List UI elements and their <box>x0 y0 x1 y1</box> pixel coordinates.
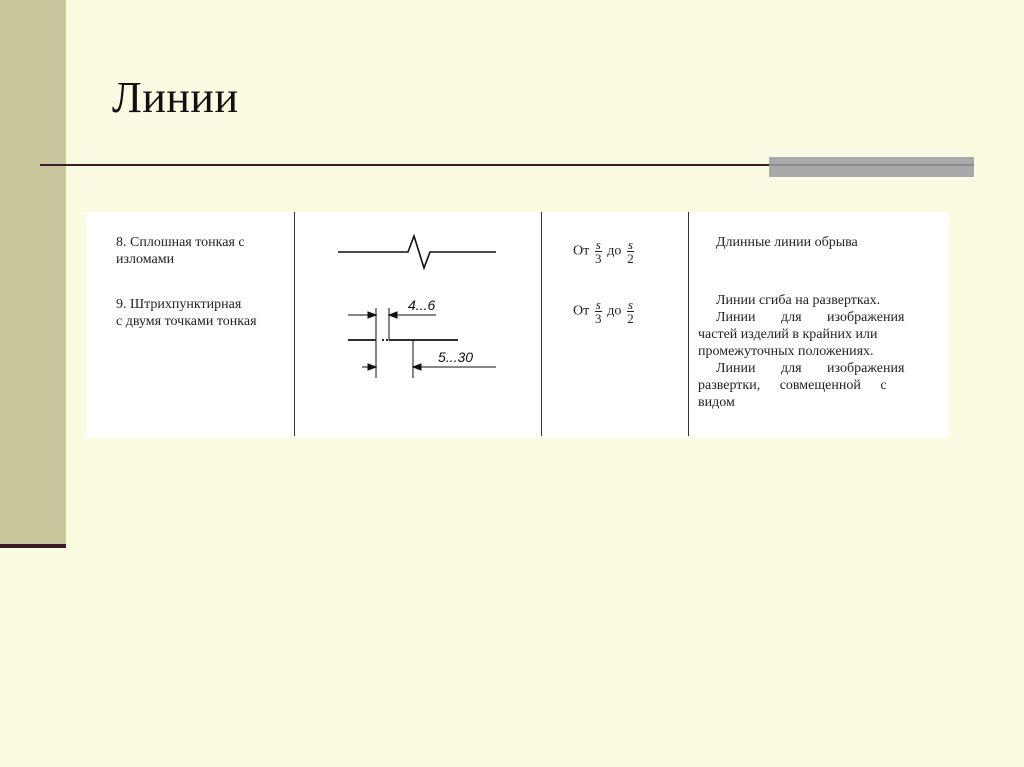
fraction-numerator: s <box>595 297 601 312</box>
fraction-numerator: s <box>627 297 633 312</box>
row8-purpose <box>716 234 934 251</box>
decorative-gray-block-line <box>769 164 974 166</box>
purpose-line-text: Линии для изображения <box>716 310 905 325</box>
zigzag-line-sample <box>338 236 496 268</box>
purpose-line: видом <box>698 395 735 410</box>
fraction-numerator: s <box>595 237 601 252</box>
fraction-numerator: s <box>627 237 633 252</box>
column-divider <box>688 212 689 436</box>
row9-name-line1: 9. Штрихпунктирная <box>116 297 242 312</box>
fraction-denominator: 3 <box>595 251 602 266</box>
thickness-from-fraction <box>595 238 602 265</box>
line-types-table <box>86 212 949 438</box>
purpose-line <box>698 377 934 394</box>
row9-name-line2: с двумя точками тонкая <box>116 314 257 329</box>
fraction-denominator: 3 <box>595 311 602 326</box>
purpose-line-text: Линии для изображения <box>716 361 905 376</box>
purpose-line: Линии сгиба на развертках. <box>716 293 881 308</box>
purpose-line <box>698 309 934 326</box>
dash-double-dot-sample <box>348 308 496 378</box>
gap-length-label: 5...30 <box>438 349 474 365</box>
thickness-prefix: От <box>573 303 590 319</box>
column-divider <box>541 212 542 436</box>
purpose-line: Длинные линии обрыва <box>716 235 858 250</box>
thickness-mid: до <box>607 303 622 319</box>
fraction-denominator: 2 <box>627 251 634 266</box>
decorative-gray-block <box>769 157 974 177</box>
row8-thickness <box>573 238 636 265</box>
thickness-to-fraction <box>627 298 634 325</box>
thickness-to-fraction <box>627 238 634 265</box>
thickness-from-fraction <box>595 298 602 325</box>
purpose-line <box>698 360 934 377</box>
purpose-line-text: развертки, совмещенной с <box>698 378 887 393</box>
row9-purpose <box>698 292 934 411</box>
left-accent-bar <box>0 0 66 546</box>
row8-name-line1: 8. Сплошная тонкая с <box>116 235 245 250</box>
purpose-line: частей изделий в крайних или <box>698 327 878 342</box>
dash-length-label: 4...6 <box>408 297 436 313</box>
thickness-prefix: От <box>573 243 590 259</box>
thickness-mid: до <box>607 243 622 259</box>
row9-thickness <box>573 298 636 325</box>
purpose-line: промежуточных положениях. <box>698 344 874 359</box>
slide-title: Линии <box>112 73 239 122</box>
left-accent-bar-underline <box>0 544 66 548</box>
line-drawings <box>86 212 541 438</box>
row8-name-line2: изломами <box>116 252 175 267</box>
fraction-denominator: 2 <box>627 311 634 326</box>
